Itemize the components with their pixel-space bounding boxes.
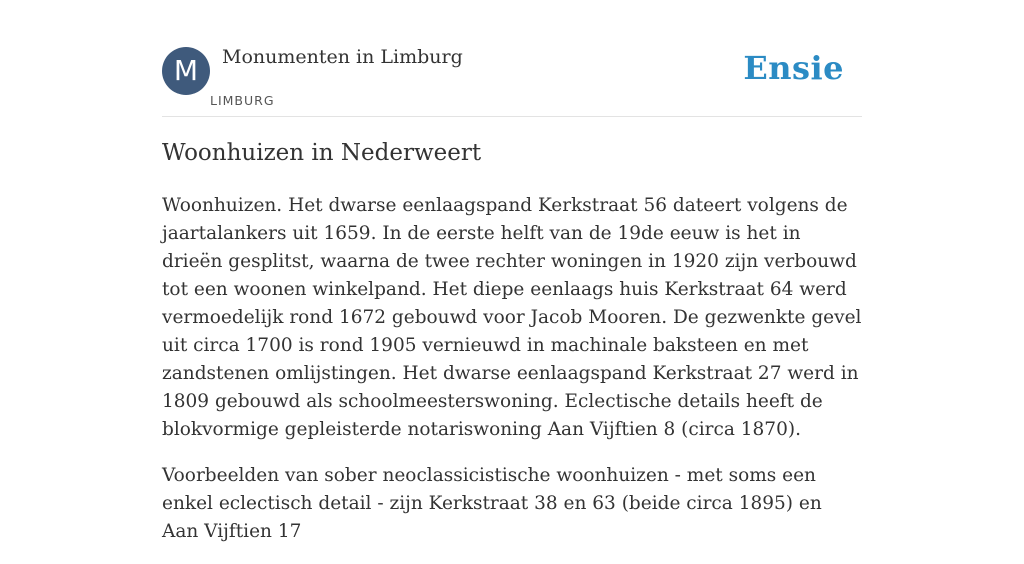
article-paragraph: Woonhuizen. Het dwarse eenlaagspand Kerkstraat 56 dateert volgens de jaartalankers uit 1659. In de eerste helft van de 19de eeuw is het in drieën gesplitst, waarna de twee rechter woningen in 1920 zijn verbouwd tot een woonen winkelpand. Het diepe eenlaags huis Kerkstraat 64 werd vermoedelijk rond 1672 gebouwd voor Jacob Mooren. De gezwenkte gevel uit circa 1700 is rond 1905 vernieuwd in machinale baksteen en met zandstenen omlijstingen. Het dwarse eenlaagspand Kerkstraat 27 werd in 1809 gebouwd als schoolmeesterswoning. Eclectische details heeft de blokvormige gepleisterde notariswoning Aan Vijftien 8 (circa 1870).	[162, 195, 862, 440]
site-title[interactable]: Monumenten in Limburg	[222, 46, 463, 68]
article-title: Woonhuizen in Nederweert	[162, 140, 482, 166]
page-header	[162, 0, 862, 117]
article-paragraph: Voorbeelden van sober neoclassicistische woonhuizen - met soms een enkel eclectisch detail - zijn Kerkstraat 38 en 63 (beide circa 1895) en Aan Vijftien 17	[162, 465, 822, 542]
page-container	[162, 0, 862, 542]
article-body	[162, 192, 862, 564]
avatar[interactable]: M	[162, 47, 210, 95]
ensie-logo[interactable]: Ensie	[743, 49, 844, 87]
tag-link-limburg[interactable]: LIMBURG	[210, 93, 275, 108]
